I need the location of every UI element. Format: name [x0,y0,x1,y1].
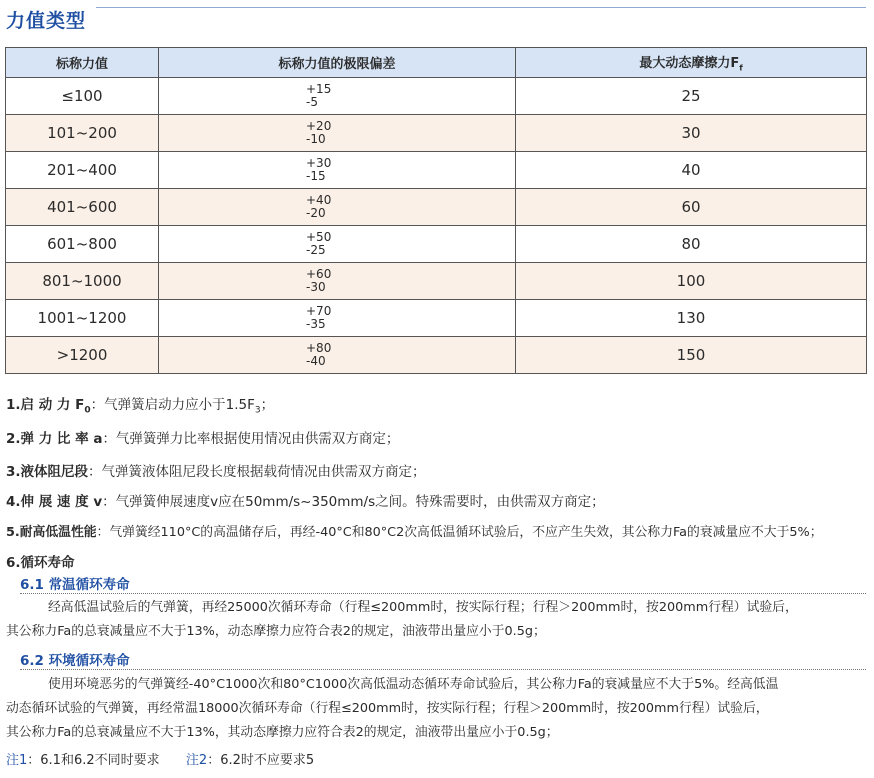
header-limit-deviation: 标称力值的极限偏差 [159,48,516,78]
cell-limit-deviation [159,189,516,226]
cell-nominal-force: 601~800 [6,226,159,263]
note-1-label: 注1 [6,753,28,768]
cell-limit-deviation [159,300,516,337]
deviation-minus: -5 [306,95,318,109]
cell-max-friction: 150 [516,337,867,374]
cell-limit-deviation [159,263,516,300]
item-2 [6,427,399,447]
sub2-line2: 动态循环试验的气弹簧，再经常温18000次循环寿命（行程≤200mm时，按实际行程；行程＞200mm时，按200mm行程）试验后， [6,701,769,716]
cell-nominal-force: 801~1000 [6,263,159,300]
sub2-line1: 使用环境恶劣的气弹簧经-40°C1000次和80°C1000次高低温动态循环寿命试验后，其公称力Fa的衰减量应不大于5%。经高低温 [48,677,779,692]
cell-nominal-force: ≤100 [6,78,159,115]
cell-max-friction: 30 [516,115,867,152]
cell-nominal-force: 401~600 [6,189,159,226]
deviation-minus: -30 [306,280,326,294]
item-1-text-sub: 3 [254,405,261,416]
table-row [6,189,867,226]
header-max-friction [516,48,867,78]
table-row [6,300,867,337]
deviation-plus: +50 [306,230,332,244]
cell-limit-deviation [159,152,516,189]
cell-max-friction: 130 [516,300,867,337]
item-3-text: ：气弹簧液体阻尼段长度根据载荷情况由供需双方商定； [88,464,426,480]
cell-max-friction: 80 [516,226,867,263]
item-1 [6,393,274,416]
item-1-label-sub: 0 [84,405,91,416]
item-4-label: 4.伸 展 速 度 v [6,494,103,510]
sub1-line2: 其公称力Fa的总衰减量应不大于13%，动态摩擦力应符合表2的规定，油液带出量应小于0.5g； [6,624,546,639]
table-row [6,115,867,152]
subsection-6-2-paragraph [6,673,868,745]
sub1-line1: 经高低温试验后的气弹簧，再经25000次循环寿命（行程≤200mm时，按实际行程；行程＞200mm时，按200mm行程）试验后， [48,600,798,615]
table-row [6,78,867,115]
item-1-label: 1.启 动 力 F [6,397,85,413]
deviation-plus: +30 [306,156,332,170]
header-max-friction-label: 最大动态摩擦力F [639,56,740,72]
subsection-6-1-heading [20,573,866,594]
subsection-6-1-title: 6.1 常温循环寿命 [20,577,130,593]
cell-nominal-force: 101~200 [6,115,159,152]
subsection-6-1-paragraph [6,596,868,644]
subsection-6-2-heading [20,649,866,670]
deviation-minus: -35 [306,317,326,331]
note-1-text: ：6.1和6.2不同时要求 [27,753,160,768]
item-5-label: 5.耐高低温性能 [6,525,97,540]
deviation-minus: -10 [306,132,326,146]
title-divider [96,7,866,8]
cell-max-friction: 100 [516,263,867,300]
deviation-plus: +40 [306,193,332,207]
item-5 [6,521,823,540]
cell-limit-deviation [159,226,516,263]
cell-limit-deviation [159,78,516,115]
item-2-label: 2.弹 力 比 率 a [6,431,103,447]
table-row [6,226,867,263]
note-2-text: ：6.2时不应要求5 [207,753,315,768]
section-title: 力值类型 [6,10,87,32]
item-1-text: ：气弹簧启动力应小于1.5F [90,397,255,413]
deviation-minus: -40 [306,354,326,368]
note-2-label: 注2 [185,753,208,768]
deviation-minus: -15 [306,169,326,183]
item-2-text: ：气弹簧弹力比率根据使用情况由供需双方商定； [102,431,400,447]
item-6 [6,551,75,571]
force-value-table [5,47,867,374]
cell-nominal-force: >1200 [6,337,159,374]
header-nominal-force: 标称力值 [6,48,159,78]
header-max-friction-subscript: f [739,63,743,73]
deviation-minus: -20 [306,206,326,220]
item-4 [6,490,605,510]
table-row [6,337,867,374]
footnote [6,749,314,768]
item-1-tail: ； [260,397,275,413]
item-3-label: 3.液体阻尼段 [6,464,89,480]
item-3 [6,460,426,480]
deviation-plus: +80 [306,341,332,355]
sub2-line3: 其公称力Fa的总衰减量应不大于13%，其动态摩擦力应符合表2的规定，油液带出量应小于0.5g； [6,725,559,740]
item-4-text: ：气弹簧伸展速度v应在50mm/s~350mm/s之间。特殊需要时，由供需双方商定； [102,494,605,510]
deviation-plus: +70 [306,304,332,318]
table-row [6,263,867,300]
cell-nominal-force: 201~400 [6,152,159,189]
cell-max-friction: 60 [516,189,867,226]
item-5-text: ：气弹簧经110°C的高温储存后，再经-40°C和80°C2次高低温循环试验后，不应产生失效，其公称力Fa的衰减量应不大于5%； [96,525,823,540]
cell-max-friction: 40 [516,152,867,189]
deviation-plus: +60 [306,267,332,281]
deviation-plus: +20 [306,119,332,133]
cell-limit-deviation [159,337,516,374]
table-header-row [6,48,867,78]
item-6-label: 6.循环寿命 [6,555,75,571]
deviation-plus: +15 [306,82,332,96]
deviation-minus: -25 [306,243,326,257]
cell-max-friction: 25 [516,78,867,115]
cell-nominal-force: 1001~1200 [6,300,159,337]
table-row [6,152,867,189]
cell-limit-deviation [159,115,516,152]
subsection-6-2-title: 6.2 环境循环寿命 [20,653,130,669]
